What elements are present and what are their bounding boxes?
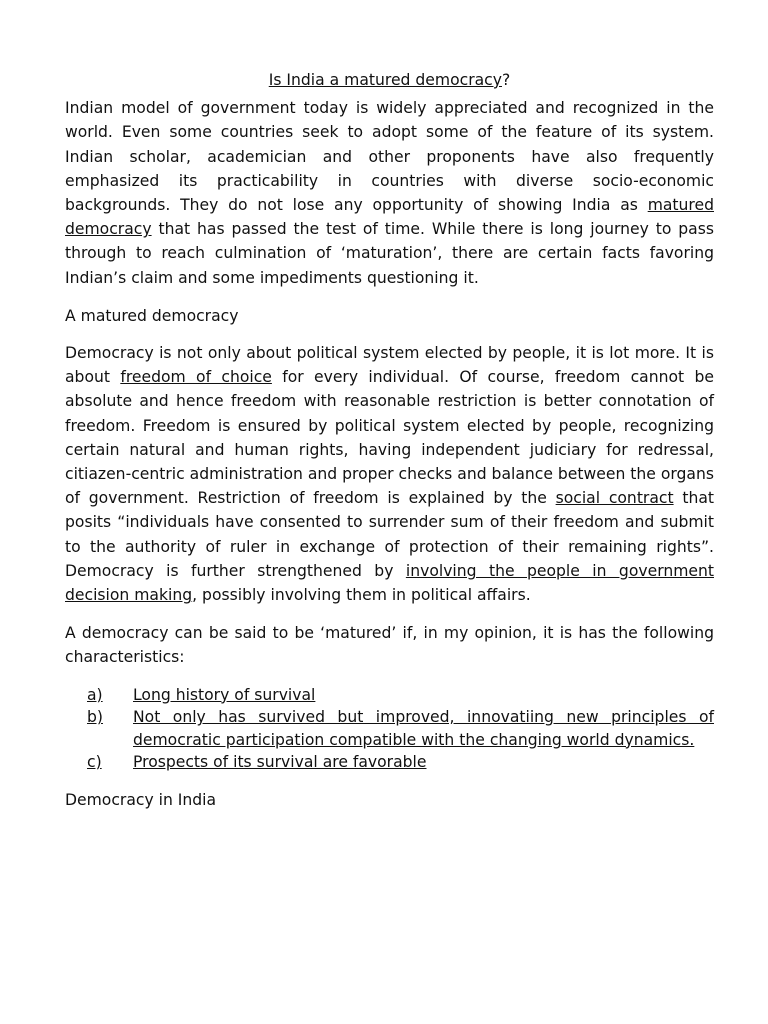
title-underlined: Is India a matured democracy [268,71,502,89]
list-marker: a) [87,685,103,704]
underlined-involving-people: involving the people in government decision making [65,561,714,605]
intro-paragraph [65,96,714,290]
intro-text-1: Indian model of government today is widely appreciated and recognized in the world. Even some countries seek to adopt some of the feature of its system. Indian scholar, academician and other proponents have also frequently emphasized its practicability in countries with diverse socio-economic backgrounds. They do not lose any opportunity of showing India as [65,99,714,215]
list-item [65,751,714,774]
title-suffix: ? [501,71,511,89]
list-item [65,684,714,707]
underlined-freedom-of-choice: freedom of choice [120,368,272,387]
democracy-text-4: , possibly involving them in political affairs. [192,586,531,605]
democracy-paragraph [65,341,714,607]
characteristics-intro-paragraph: A democracy can be said to be ‘matured’ if, in my opinion, it is has the following characteristics: [65,624,714,667]
intro-underlined-term: matured democracy [65,196,714,239]
democracy-text-1: Democracy is not only about political system elected by people, it is lot more. It is about [65,344,714,387]
section-heading-matured-democracy: A matured democracy [65,306,239,325]
list-item [65,706,714,751]
list-marker: b) [87,708,103,727]
underlined-social-contract: social contract [555,489,674,508]
document-page [65,68,714,825]
list-item-text: Long history of survival [133,685,316,704]
section-heading-democracy-in-india: Democracy in India [65,790,217,809]
list-item-text: Not only has survived but improved, innovatiing new principles of democratic participation compatible with the changing world dynamics. [133,708,714,749]
list-marker: c) [87,753,102,772]
document-title [65,68,714,92]
democracy-text-3: that posits “individuals have consented to surrender sum of their freedom and submit to the authority of ruler in exchange of protection of their remaining rights”. Democracy is further strengthened by [65,489,715,580]
list-item-text: Prospects of its survival are favorable [133,753,427,772]
democracy-text-2: for every individual. Of course, freedom cannot be absolute and hence freedom with reasonable restriction is better connotation of freedom. Freedom is ensured by political system elected by people, recognizing certain natural and human rights, having independent judiciary for redressal, citiazen-centric administration and proper checks and balance between the organs of government. Restriction of freedom is explained by the [65,368,714,508]
intro-text-2: that has passed the test of time. While there is long journey to pass through to reach culmination of ‘maturation’, there are certain facts favoring Indian’s claim and some impediments questioning it. [65,220,714,287]
characteristics-list [65,684,714,774]
